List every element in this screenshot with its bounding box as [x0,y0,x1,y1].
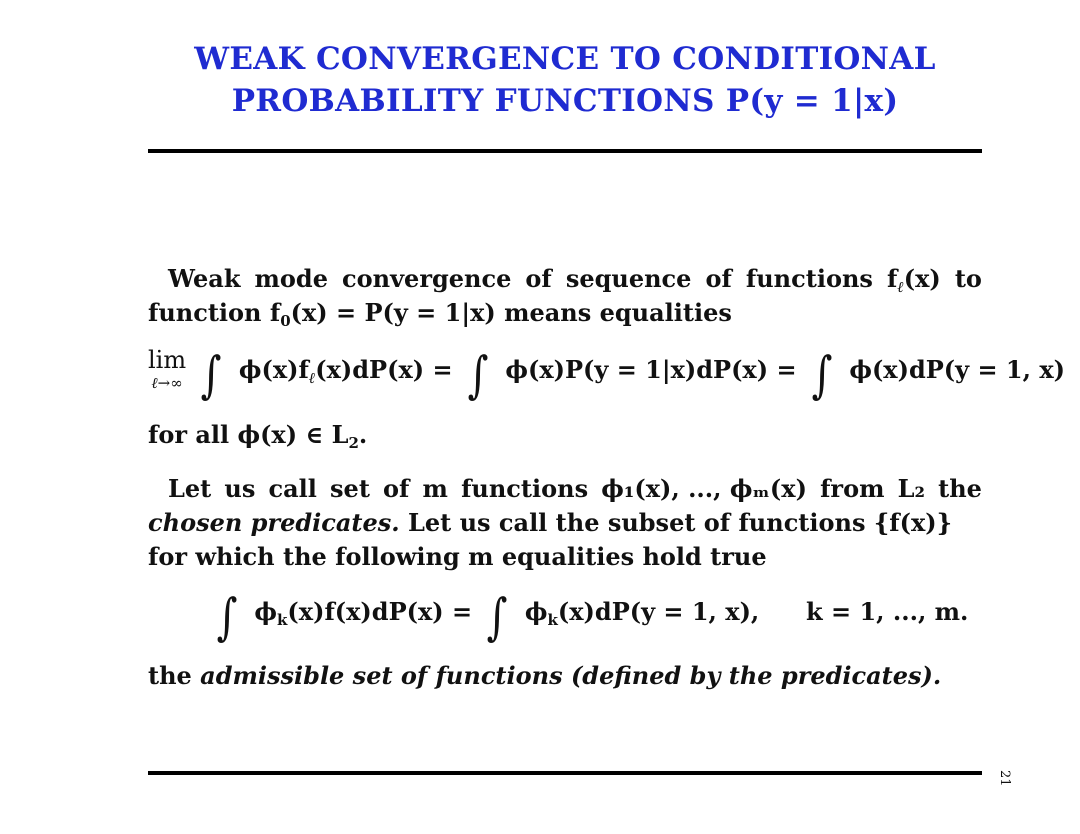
paragraph1-line2: function $f_0(x) = P(y = 1|x)$ means equalities [148,298,732,330]
integral-sign-icon: ∫ [201,346,222,404]
word: to [954,264,982,293]
word: mode [254,264,328,293]
page-number: 21 [997,770,1012,787]
slide-title [0,38,1080,122]
paragraph2-line2: chosen predicates. Let us call the subset of functions {f(x)} [148,508,953,537]
for-all-line: for all ϕ(x) ∈ $L_2$. [148,420,368,452]
f-ell-of-x: fℓ(x) [886,264,941,296]
word: of [525,264,552,293]
integral-sign-icon: ∫ [467,346,489,404]
integral-sign-icon: ∫ [487,588,508,646]
word: of [705,264,732,293]
equation-1: lim ℓ→∞ ∫ $\phi(x)f_\ell(x)dP(x)$ = ∫ ϕ(x)P(y = 1|x)dP(x) = ∫ ϕ(x)dP(y = 1, x) [148,346,1065,404]
closing-line: the admissible set of functions (defined by the predicates). [148,661,942,690]
bottom-rule [148,771,982,775]
integral-sign-icon: ∫ [216,588,238,646]
equation-2: ∫ $\phi_k(x)f(x)dP(x)$ = ∫ $\phi_k(x)dP(y = 1$, x), k = 1, ..., m. [216,588,969,646]
limit-operator: lim ℓ→∞ [148,346,187,392]
title-line-1: WEAK CONVERGENCE TO CONDITIONAL [194,41,936,77]
paragraph2-line1: Let us call set of m functions ϕ₁(x), ..., ϕₘ(x) from L₂ the [168,474,982,503]
word: sequence [565,264,692,293]
integral-sign-icon: ∫ [811,346,833,404]
title-line-2: PROBABILITY FUNCTIONS P(y = 1|x) [231,83,899,119]
word: convergence [342,264,512,293]
word: functions [745,264,873,293]
paragraph2-line3: for which the following m equalities hold true [148,542,767,571]
top-rule [148,149,982,153]
word: Weak [168,264,241,293]
